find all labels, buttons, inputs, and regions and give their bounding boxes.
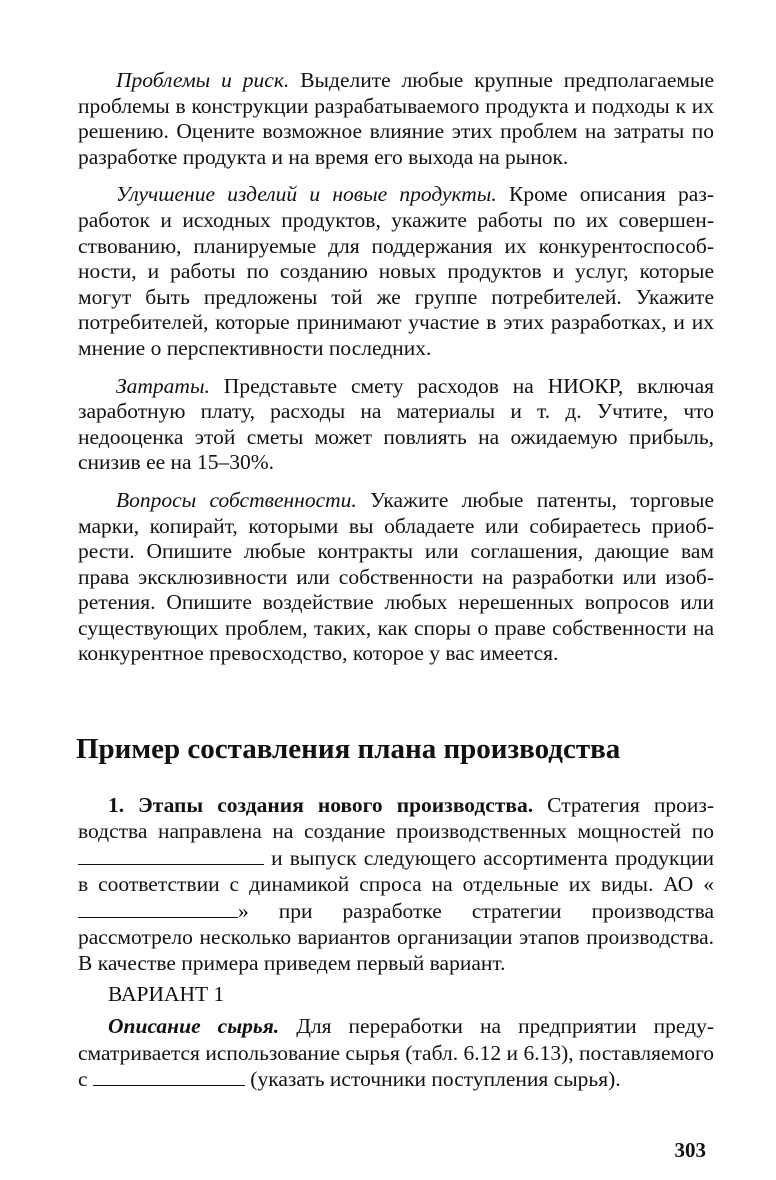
paragraph-term: 1. Этапы создания нового производства. [108, 793, 534, 817]
paragraph-text: Кроме описания разработок и исходных продуктов, укажите работы по их совершенствованию, планируемые для поддержания их конкурентоспособности, и работы по созданию новых продуктов и услуг, которые могут быть предложены той же группе потребителей. Укажите потребителей, которые принимают участие в этих разработках, и их мнение о перспективности последних. [78, 182, 714, 360]
variant-label: ВАРИАНТ 1 [108, 981, 225, 1006]
fill-in-blank [78, 846, 264, 865]
fill-in-blank [78, 899, 238, 918]
paragraph-costs [78, 374, 714, 476]
paragraph-production-stages [78, 792, 714, 977]
paragraph-text: » при разработке стратегии производства рассмотрело несколько вариантов организации этапов производства. В качестве примера приведем первый вариант. [78, 898, 714, 976]
paragraph-raw-materials [78, 1013, 714, 1092]
paragraph-text: Выделите любые крупные предполагаемые проблемы в конструкции разрабатываемого продукта и подходы к их решению. Оцените возможное влияние этих проблем на затраты по разработке продукта и на время его выхода на рынок. [78, 68, 714, 169]
paragraph-problems-risk [78, 68, 714, 170]
paragraph-term: Затраты. [116, 373, 210, 398]
paragraph-text: Представьте смету расходов на НИОКР, включая заработную плату, расходы на материалы и т. д. Учтите, что недооценка этой сметы может повлиять на ожидаемую прибыль, снизив ее на 15–30%. [78, 373, 714, 475]
fill-in-blank [93, 1067, 245, 1086]
paragraph-improvements [78, 182, 714, 361]
paragraph-text: и выпуск следующего ассортимента продукции в соответствии с динамикой спроса на отдельные их виды. АО « [78, 845, 714, 897]
page-number: 303 [674, 1138, 706, 1162]
body-text [78, 68, 714, 679]
paragraph-text: Для переработки на предприятии предусматривается использование сырья (табл. 6.12 и 6.13), поставляемого с [78, 1014, 714, 1092]
paragraph-term: Улучшение изделий и новые продукты. [116, 182, 497, 207]
paragraph-text: (указать источники поступления сырья). [244, 1067, 621, 1092]
paragraph-term: Вопросы собственности. [116, 487, 357, 512]
paragraph-ownership [78, 488, 714, 667]
section-heading: Пример составления плана производства [76, 733, 621, 765]
production-stages-section [78, 792, 714, 1092]
paragraph-term: Проблемы и риск. [116, 68, 290, 92]
paragraph-term: Описание сырья. [108, 1014, 280, 1039]
paragraph-text: Укажите любые патенты, торговые марки, копирайт, которыми вы обладаете или собираетесь приобрести. Опишите любые контракты или соглашения, дающие вам права эксклюзивности или собственности на разработки или изобретения. Опишите воздействие любых нерешенных вопросов или существующих проблем, таких, как споры о праве собственности на конкурентное превосходство, которое у вас имеется. [78, 487, 714, 666]
paragraph-text: Стратегия производства направлена на создание производственных мощностей по [78, 793, 714, 844]
